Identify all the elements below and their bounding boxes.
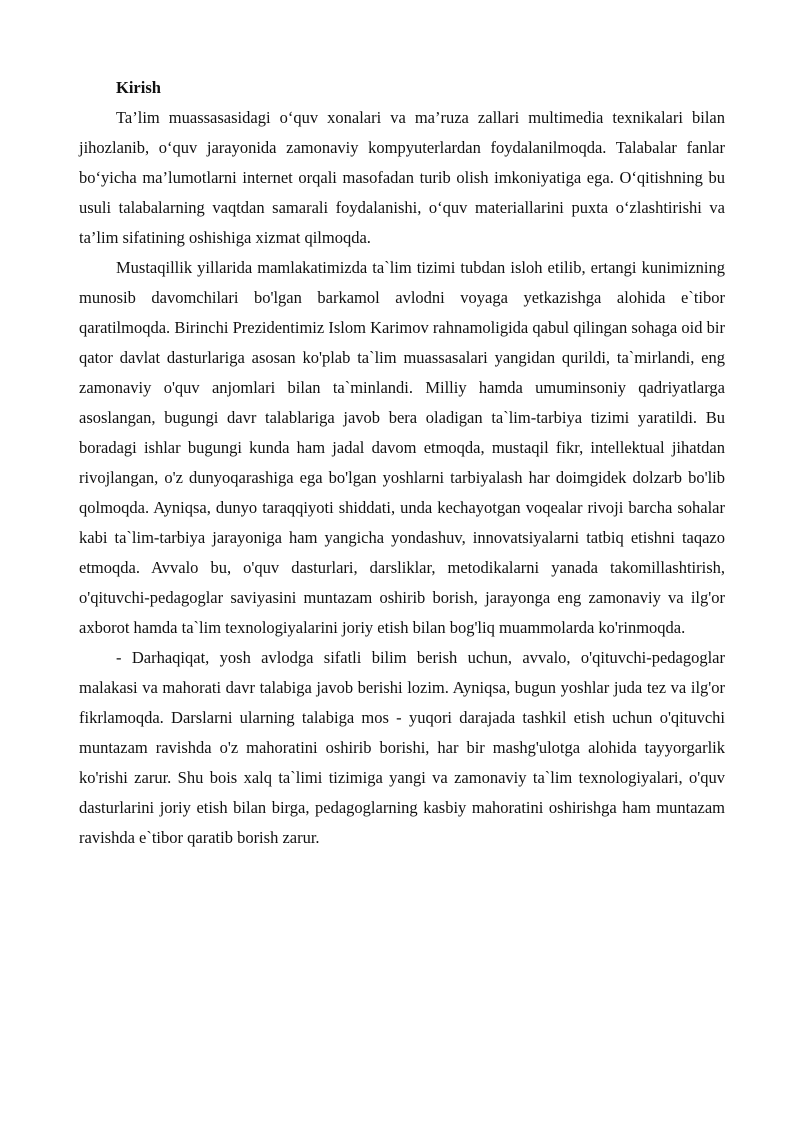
paragraph-independence: Mustaqillik yillarida mamlakatimizda ta`lim tizimi tubdan isloh etilib, ertangi kunimizning munosib davomchilari bo'lgan barkamol avlodni voyaga yetkazishga alohida e`tibor qaratilmoqda. Birinchi Prezidentimiz Islom Karimov rahnamoligida qabul qilingan sohaga oid bir qator davlat dasturlariga asosan ko'plab ta`lim muassasalari yangidan qurildi, ta`mirlandi, eng zamonaviy o'quv anjomlari bilan ta`minlandi. Milliy hamda umuminsoniy qadriyatlarga asoslangan, bugungi davr talablariga javob bera oladigan ta`lim-tarbiya tizimi yaratildi. Bu boradagi ishlar bugungi kunda ham jadal davom etmoqda, mustaqil fikr, intellektual jihatdan rivojlangan, o'z dunyoqarashiga ega bo'lgan yoshlarni tarbiyalash har doimgidek dolzarb bo'lib qolmoqda. Ayniqsa, dunyo taraqqiyoti shiddati, unda kechayotgan voqealar rivoji barcha sohalar kabi ta`lim-tarbiya jarayoniga ham yangicha yondashuv, innovatsiyalarni tatbiq etishni taqazo etmoqda. Avvalo bu, o'quv dasturlari, darsliklar, metodikalarni yanada takomillashtirish, o'qituvchi-pedagoglar saviyasini muntazam oshirib borish, jarayonga eng zamonaviy va ilg'or axborot hamda ta`lim texnologiyalarini joriy etish bilan bog'liq muammolarda ko'rinmoqda. (79, 258, 725, 637)
paragraph-intro: Ta’lim muassasasidagi o‘quv xonalari va ma’ruza zallari multimedia texnikalari bilan jihozlanib, o‘quv jarayonida zamonaviy kompyuterlardan foydalanilmoqda. Talabalar fanlar bo‘yicha ma’lumotlarni internet orqali masofadan turib olish imkoniyatiga ega. O‘qitishning bu usuli talabalarning vaqtdan samarali foydalanishi, o‘quv materiallarini puxta o‘zlashtirishi va ta’lim sifatining oshishiga xizmat qilmoqda. (79, 108, 725, 247)
paragraph-teachers: - Darhaqiqat, yosh avlodga sifatli bilim berish uchun, avvalo, o'qituvchi-pedagoglar malakasi va mahorati davr talabiga javob berishi lozim. Ayniqsa, bugun yoshlar juda tez va ilg'or fikrlamoqda. Darslarni ularning talabiga mos - yuqori darajada tashkil etish uchun o'qituvchi muntazam ravishda o'z mahoratini oshirib borishi, har bir mashg'ulotga alohida tayyorgarlik ko'rishi zarur. Shu bois xalq ta`limi tizimiga yangi va zamonaviy ta`lim texnologiyalari, o'quv dasturlarini joriy etish bilan birga, pedagoglarning kasbiy mahoratini oshirishga ham muntazam ravishda e`tibor qaratib borish zarur. (79, 648, 725, 847)
section-heading: Kirish (116, 78, 161, 97)
document-page (79, 73, 725, 853)
